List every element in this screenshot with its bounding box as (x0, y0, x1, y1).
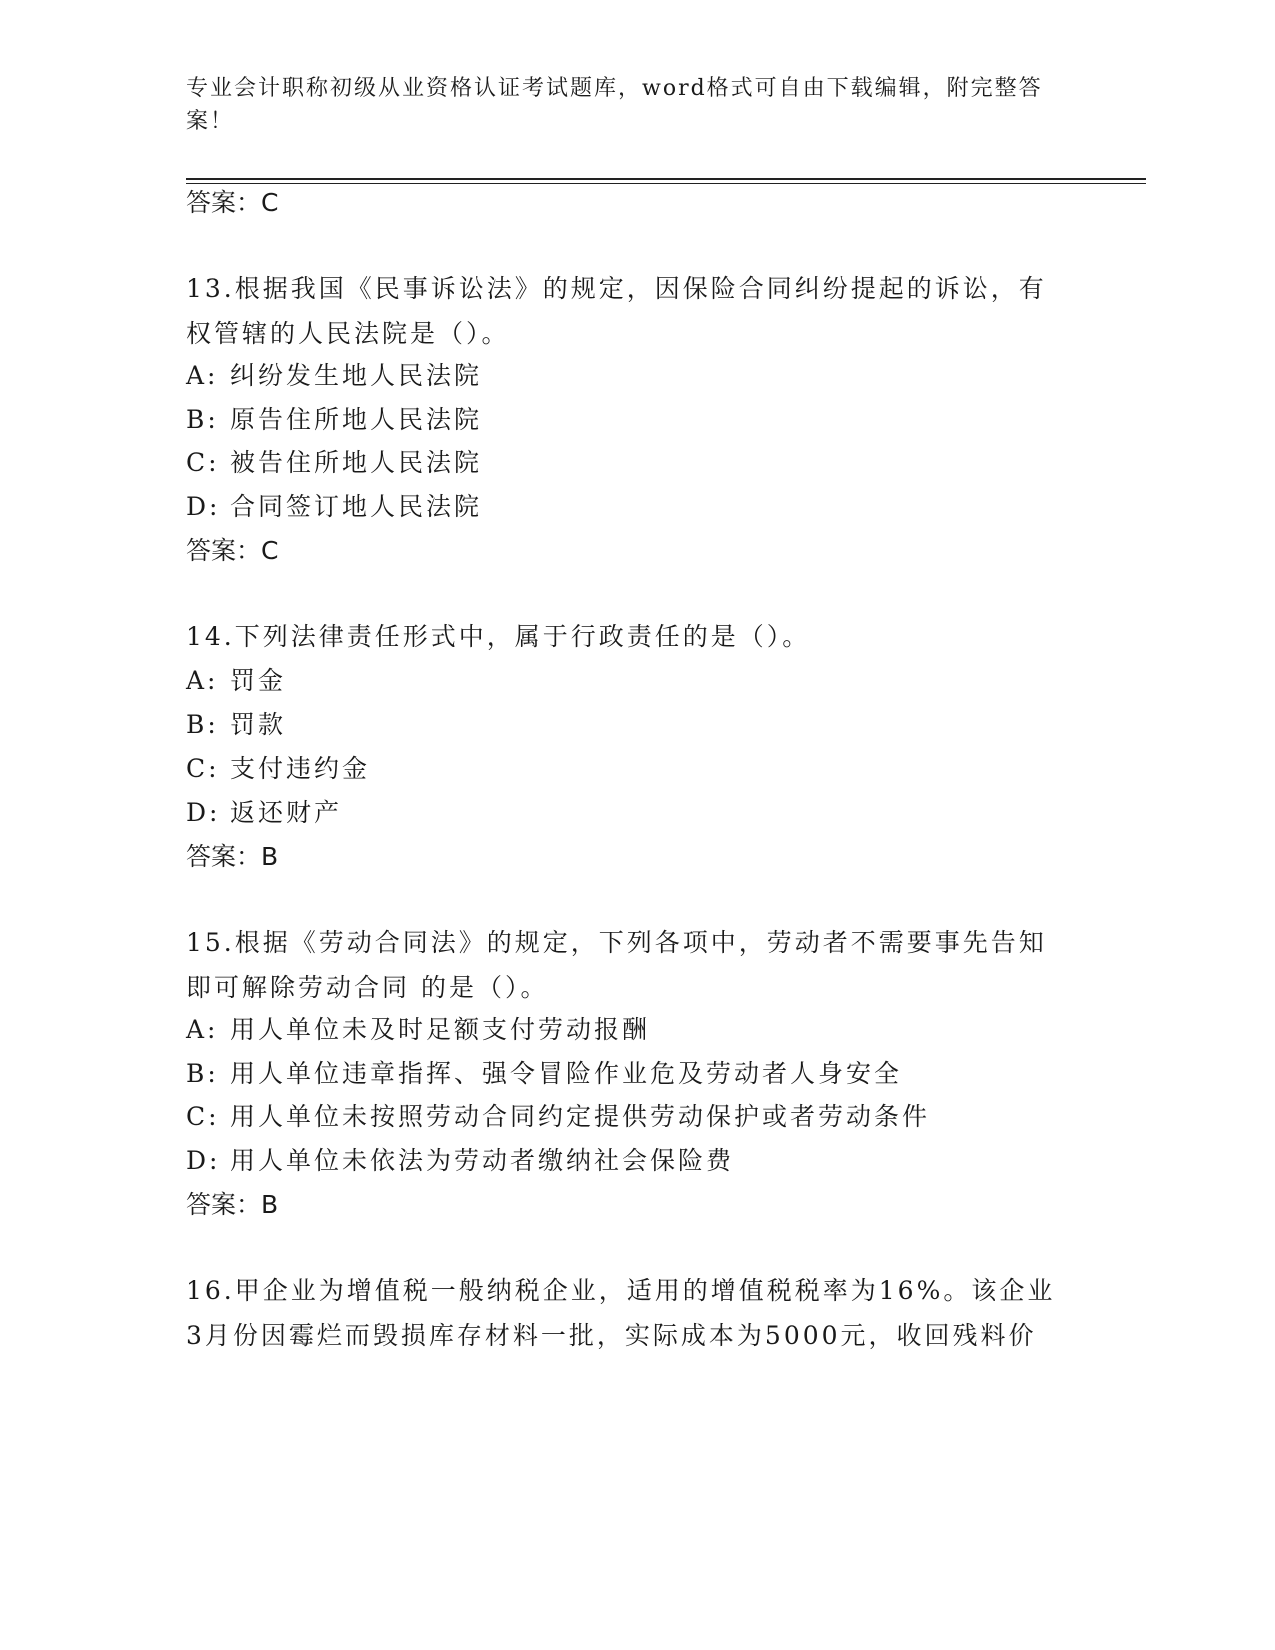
option-letter: B: (186, 405, 219, 434)
question-16-text: 16.甲企业为增值税一般纳税企业，适用的增值税税率为16%。该企业3月份因霉烂而毁损库存材料一批，实际成本为5000元，收回残料价 (186, 1276, 1056, 1350)
answer-12: 答案：C (186, 188, 279, 217)
answer-15: 答案：B (186, 1190, 279, 1219)
option-letter: D: (186, 492, 221, 521)
option-text: 用人单位未按照劳动合同约定提供劳动保护或者劳动条件 (230, 1102, 931, 1131)
question-15-option-b (186, 1057, 902, 1091)
question-15-option-c (186, 1100, 930, 1134)
header-rule-thin (186, 183, 1146, 184)
page-header: 专业会计职称初级从业资格认证考试题库，word格式可自由下载编辑，附完整答案！ (186, 76, 1043, 134)
option-letter: C: (186, 448, 220, 477)
question-14-text: 14.下列法律责任形式中，属于行政责任的是（）。 (186, 622, 811, 651)
option-text: 合同签订地人民法院 (230, 492, 483, 521)
question-15-text: 15.根据《劳动合同法》的规定，下列各项中，劳动者不需要事先告知即可解除劳动合同 的是（）。 (186, 928, 1047, 1002)
question-13-option-b (186, 403, 482, 437)
question-14-option-d (186, 796, 342, 830)
option-text: 用人单位未依法为劳动者缴纳社会保险费 (230, 1146, 735, 1175)
question-13-text: 13.根据我国《民事诉讼法》的规定，因保险合同纠纷提起的诉讼，有权管辖的人民法院是（）。 (186, 274, 1047, 348)
option-letter: A: (186, 1015, 219, 1044)
option-letter: B: (186, 710, 219, 739)
option-letter: B: (186, 1059, 219, 1088)
option-letter: D: (186, 798, 221, 827)
question-15-option-a (186, 1013, 650, 1047)
option-text: 罚金 (230, 666, 287, 695)
question-13-option-d (186, 490, 482, 524)
question-14-option-b (186, 708, 286, 742)
option-text: 用人单位违章指挥、强令冒险作业危及劳动者人身安全 (230, 1059, 903, 1088)
answer-14: 答案：B (186, 842, 279, 871)
option-text: 原告住所地人民法院 (230, 405, 483, 434)
answer-13: 答案：C (186, 536, 279, 565)
question-14-option-c (186, 752, 370, 786)
option-letter: A: (186, 666, 219, 695)
option-letter: C: (186, 754, 220, 783)
option-text: 罚款 (230, 710, 287, 739)
option-letter: A: (186, 361, 219, 390)
question-14-option-a (186, 664, 286, 698)
question-15-option-d (186, 1144, 734, 1178)
option-text: 用人单位未及时足额支付劳动报酬 (230, 1015, 651, 1044)
option-text: 返还财产 (230, 798, 343, 827)
option-letter: D: (186, 1146, 221, 1175)
option-text: 纠纷发生地人民法院 (230, 361, 483, 390)
question-13-option-c (186, 446, 482, 480)
header-rule-thick (186, 178, 1146, 180)
option-text: 被告住所地人民法院 (230, 448, 483, 477)
option-letter: C: (186, 1102, 220, 1131)
question-13-option-a (186, 359, 482, 393)
option-text: 支付违约金 (230, 754, 371, 783)
